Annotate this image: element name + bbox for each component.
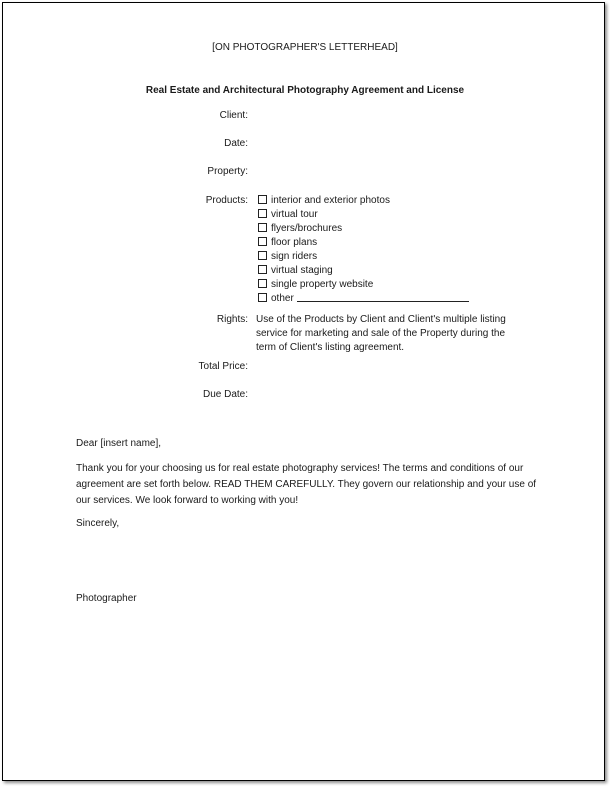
checkbox-icon[interactable]	[258, 279, 267, 288]
product-item[interactable]: floor plans	[258, 236, 469, 250]
product-item[interactable]: flyers/brochures	[258, 222, 469, 236]
product-item-other[interactable]: other	[258, 292, 469, 306]
letter-salutation: Dear [insert name],	[76, 438, 162, 449]
rights-text: Use of the Products by Client and Client's multiple listing service for marketing and sale of the Property during the term of Client's listing agreement.	[256, 314, 506, 353]
product-item[interactable]: single property website	[258, 278, 469, 292]
checkbox-icon[interactable]	[258, 265, 267, 274]
rights-label: Rights:	[216, 314, 248, 325]
letterhead-note: [ON PHOTOGRAPHER'S LETTERHEAD]	[212, 42, 398, 53]
letter-signature: Photographer	[76, 593, 137, 604]
checkbox-icon[interactable]	[258, 251, 267, 260]
product-item[interactable]: virtual tour	[258, 208, 469, 222]
checkbox-icon[interactable]	[258, 237, 267, 246]
product-item[interactable]: sign riders	[258, 250, 469, 264]
product-item[interactable]: virtual staging	[258, 264, 469, 278]
letter-body: Thank you for your choosing us for real estate photography services! The terms and conditions of our agreement are set forth below. READ THEM CAREFULLY. They govern our relationship and your use of our services. We look forward to working with you!	[76, 463, 537, 506]
product-item[interactable]: interior and exterior photos	[258, 194, 469, 208]
date-label: Date:	[224, 138, 248, 149]
letter-closing: Sincerely,	[76, 518, 120, 529]
property-label: Property:	[207, 166, 248, 177]
agreement-title: Real Estate and Architectural Photography Agreement and License	[145, 85, 465, 96]
due-date-label: Due Date:	[202, 389, 248, 400]
other-blank-line[interactable]	[297, 292, 469, 302]
checkbox-icon[interactable]	[258, 223, 267, 232]
products-label: Products:	[205, 195, 248, 206]
checkbox-icon[interactable]	[258, 195, 267, 204]
checkbox-icon[interactable]	[258, 209, 267, 218]
client-label: Client:	[219, 110, 248, 121]
products-checklist	[258, 194, 469, 306]
checkbox-icon[interactable]	[258, 293, 267, 302]
total-price-label: Total Price:	[198, 361, 248, 372]
